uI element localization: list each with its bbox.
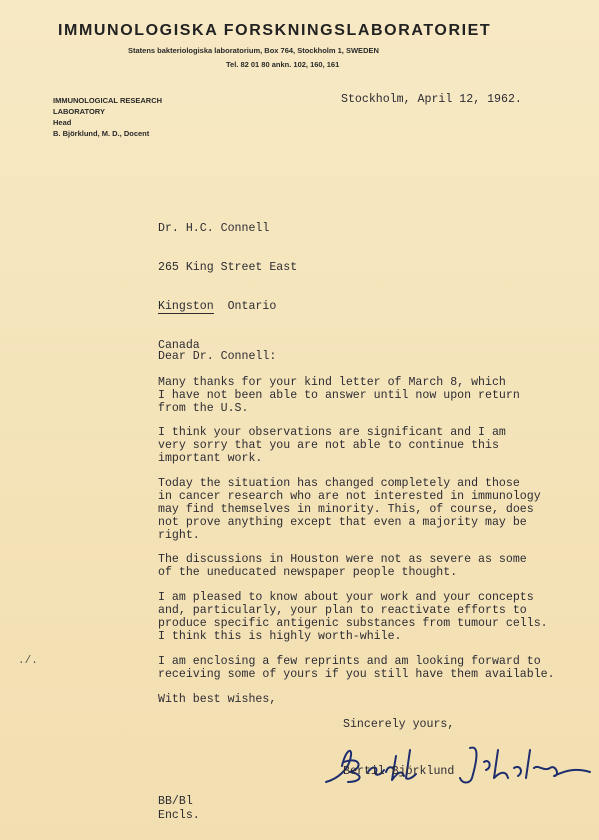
recipient-city: Kingston bbox=[158, 300, 214, 313]
paragraph-line: very sorry that you are not able to continue this bbox=[158, 439, 499, 452]
paragraph-line: I am pleased to know about your work and your concepts bbox=[158, 591, 534, 604]
head-name: B. Björklund, M. D., Docent bbox=[53, 129, 150, 138]
department-block bbox=[53, 95, 162, 139]
paragraph-line: in cancer research who are not interested in immunology bbox=[158, 490, 541, 503]
paragraph-line: I think this is highly worth-while. bbox=[158, 630, 402, 643]
paragraph-line: and, particularly, your plan to reactivate efforts to bbox=[158, 604, 527, 617]
paragraph-line: from the U.S. bbox=[158, 402, 249, 415]
reference-initials: BB/Bl bbox=[158, 795, 193, 808]
paragraph-line: important work. bbox=[158, 452, 263, 465]
paragraph-line: I think your observations are significant and I am bbox=[158, 426, 506, 439]
paragraph-5 bbox=[158, 591, 548, 643]
department-line-1: IMMUNOLOGICAL RESEARCH bbox=[53, 96, 163, 105]
paragraph-6 bbox=[158, 655, 555, 681]
letterhead-address: Statens bakteriologiska laboratorium, Box 764, Stockholm 1, SWEDEN bbox=[128, 46, 379, 55]
paragraph-line: may find themselves in minority. This, of course, does bbox=[158, 503, 534, 516]
paragraph-line: receiving some of yours if you still have them available. bbox=[158, 668, 555, 681]
paragraph-line: I am enclosing a few reprints and am looking forward to bbox=[158, 655, 541, 668]
handwritten-signature bbox=[320, 738, 599, 788]
margin-mark: ./. bbox=[18, 655, 38, 667]
paragraph-line: I have not been able to answer until now upon return bbox=[158, 389, 520, 402]
paragraph-line: produce specific antigenic substances from tumour cells. bbox=[158, 617, 548, 630]
head-label: Head bbox=[53, 118, 72, 127]
letterhead-phone: Tel. 82 01 80 ankn. 102, 160, 161 bbox=[226, 60, 340, 69]
enclosures-note: Encls. bbox=[158, 809, 200, 822]
paragraph-line: Today the situation has changed completely and those bbox=[158, 477, 520, 490]
letterhead-title: IMMUNOLOGISKA FORSKNINGSLABORATORIET bbox=[58, 22, 492, 39]
paragraph-line: of the uneducated newspaper people thought. bbox=[158, 566, 458, 579]
dateline: Stockholm, April 12, 1962. bbox=[341, 93, 522, 106]
paragraph-line: Many thanks for your kind letter of March 8, which bbox=[158, 376, 506, 389]
paragraph-line: not prove anything except that even a majority may be bbox=[158, 516, 527, 529]
paragraph-line: right. bbox=[158, 529, 200, 542]
department-line-2: LABORATORY bbox=[53, 107, 105, 116]
paragraph-7 bbox=[158, 693, 276, 706]
recipient-country: Canada bbox=[158, 339, 200, 352]
signer-name: Bertil Björklund bbox=[343, 765, 455, 778]
paragraph-line: With best wishes, bbox=[158, 693, 277, 706]
paragraph-3 bbox=[158, 477, 541, 542]
recipient-province: Ontario bbox=[227, 300, 277, 313]
recipient-name: Dr. H.C. Connell bbox=[158, 222, 270, 235]
closing: Sincerely yours, bbox=[343, 718, 455, 731]
recipient-street: 265 King Street East bbox=[158, 261, 298, 274]
paragraph-2 bbox=[158, 426, 506, 465]
recipient-city-line bbox=[158, 300, 297, 313]
paragraph-line: The discussions in Houston were not as severe as some bbox=[158, 553, 527, 566]
paragraph-4 bbox=[158, 553, 527, 579]
salutation: Dear Dr. Connell: bbox=[158, 350, 277, 363]
paragraph-1 bbox=[158, 376, 520, 415]
